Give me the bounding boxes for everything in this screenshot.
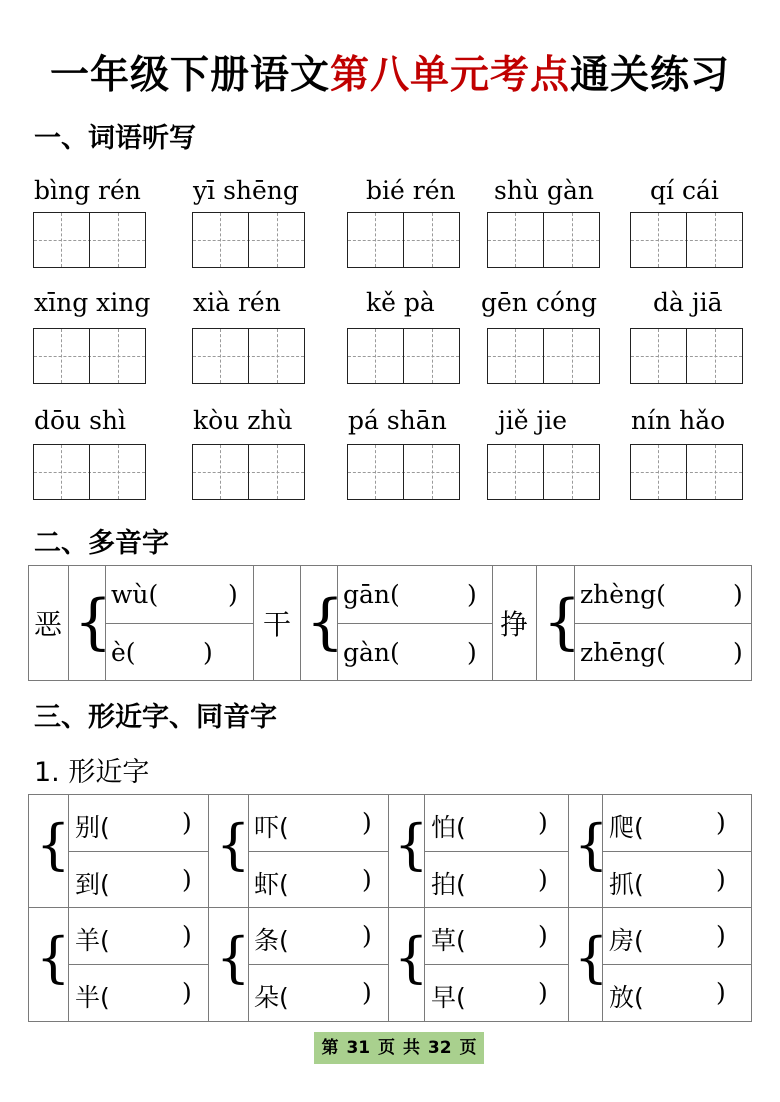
close-paren: ): [716, 978, 726, 1007]
pinyin-word: dōu shì: [34, 406, 127, 435]
writing-grid[interactable]: [630, 444, 743, 500]
close-paren: ): [716, 865, 726, 894]
polyphone-char: 干: [263, 608, 292, 641]
close-paren: ): [733, 638, 743, 667]
brace-icon: {: [543, 587, 582, 657]
pinyin-word: bìng rén: [34, 176, 141, 205]
polyphone-option: gàn(: [343, 638, 400, 667]
close-paren: ): [538, 921, 548, 950]
pinyin-word: kě pà: [366, 288, 435, 317]
brace-icon: {: [216, 926, 251, 989]
pinyin-word: gēn cóng: [481, 288, 598, 317]
pinyin-word: shù gàn: [494, 176, 594, 205]
close-paren: ): [182, 808, 192, 837]
close-paren: ): [733, 580, 743, 609]
pinyin-word: qí cái: [650, 176, 719, 205]
writing-grid[interactable]: [487, 444, 600, 500]
brace-icon: {: [394, 926, 429, 989]
writing-grid[interactable]: [347, 328, 460, 384]
writing-grid[interactable]: [192, 328, 305, 384]
close-paren: ): [362, 865, 372, 894]
close-paren: ): [362, 921, 372, 950]
similar-char-item: 怕(: [431, 813, 466, 842]
writing-grid[interactable]: [192, 444, 305, 500]
brace-icon: {: [74, 587, 113, 657]
close-paren: ): [716, 808, 726, 837]
polyphone-char: 挣: [500, 608, 529, 641]
page-number-footer: 第 31 页 共 32 页: [314, 1032, 484, 1064]
similar-char-item: 抓(: [609, 870, 644, 899]
title-prefix: 一年级下册语文: [49, 53, 330, 98]
similar-char-item: 虾(: [254, 870, 289, 899]
similar-char-item: 早(: [431, 983, 466, 1012]
writing-grid[interactable]: [192, 212, 305, 268]
brace-icon: {: [574, 926, 609, 989]
brace-icon: {: [36, 813, 71, 876]
close-paren: ): [182, 978, 192, 1007]
pinyin-word: jiě jie: [498, 406, 568, 435]
writing-grid[interactable]: [347, 212, 460, 268]
pinyin-word: pá shān: [348, 406, 447, 435]
writing-grid[interactable]: [630, 212, 743, 268]
brace-icon: {: [574, 813, 609, 876]
close-paren: ): [182, 865, 192, 894]
section2-heading: 二、多音字: [34, 528, 169, 559]
page-title: [0, 44, 780, 100]
pinyin-word: xīng xing: [34, 288, 151, 317]
title-highlight: 第八单元考点: [329, 53, 570, 98]
close-paren: ): [182, 921, 192, 950]
similar-char-item: 到(: [75, 870, 110, 899]
title-suffix: 通关练习: [570, 53, 731, 98]
close-paren: ): [362, 808, 372, 837]
similar-char-item: 羊(: [75, 926, 110, 955]
polyphone-option: zhèng(: [580, 580, 666, 609]
polyphone-option: zhēng(: [580, 638, 666, 667]
close-paren: ): [362, 978, 372, 1007]
close-paren: ): [228, 580, 238, 609]
section3-subheading: 1. 形近字: [34, 757, 150, 788]
pinyin-word: kòu zhù: [193, 406, 293, 435]
similar-char-item: 朵(: [254, 983, 289, 1012]
writing-grid[interactable]: [33, 212, 146, 268]
writing-grid[interactable]: [487, 212, 600, 268]
polyphone-option: gān(: [343, 580, 400, 609]
close-paren: ): [467, 638, 477, 667]
close-paren: ): [538, 978, 548, 1007]
pinyin-word: yī shēng: [193, 176, 299, 205]
pinyin-word: xià rén: [193, 288, 281, 317]
section1-heading: 一、词语听写: [34, 123, 196, 154]
brace-icon: {: [216, 813, 251, 876]
writing-grid[interactable]: [347, 444, 460, 500]
similar-char-item: 房(: [609, 926, 644, 955]
writing-grid[interactable]: [33, 328, 146, 384]
close-paren: ): [538, 808, 548, 837]
polyphone-option: wù(: [111, 580, 159, 609]
writing-grid[interactable]: [33, 444, 146, 500]
brace-icon: {: [36, 926, 71, 989]
brace-icon: {: [306, 587, 345, 657]
close-paren: ): [538, 865, 548, 894]
similar-char-item: 拍(: [431, 870, 466, 899]
polyphone-option: è(: [111, 638, 136, 667]
similar-char-item: 半(: [75, 983, 110, 1012]
polyphone-char: 恶: [34, 608, 63, 641]
close-paren: ): [716, 921, 726, 950]
similar-char-item: 吓(: [254, 813, 289, 842]
section3-heading: 三、形近字、同音字: [34, 702, 277, 733]
similar-char-item: 别(: [75, 813, 110, 842]
similar-char-item: 爬(: [609, 813, 644, 842]
similar-char-item: 条(: [254, 926, 289, 955]
close-paren: ): [203, 638, 213, 667]
pinyin-word: dà jiā: [653, 288, 723, 317]
pinyin-word: nín hǎo: [631, 406, 726, 435]
similar-char-item: 草(: [431, 926, 466, 955]
pinyin-word: bié rén: [366, 176, 456, 205]
writing-grid[interactable]: [487, 328, 600, 384]
close-paren: ): [467, 580, 477, 609]
similar-char-item: 放(: [609, 983, 644, 1012]
brace-icon: {: [394, 813, 429, 876]
writing-grid[interactable]: [630, 328, 743, 384]
